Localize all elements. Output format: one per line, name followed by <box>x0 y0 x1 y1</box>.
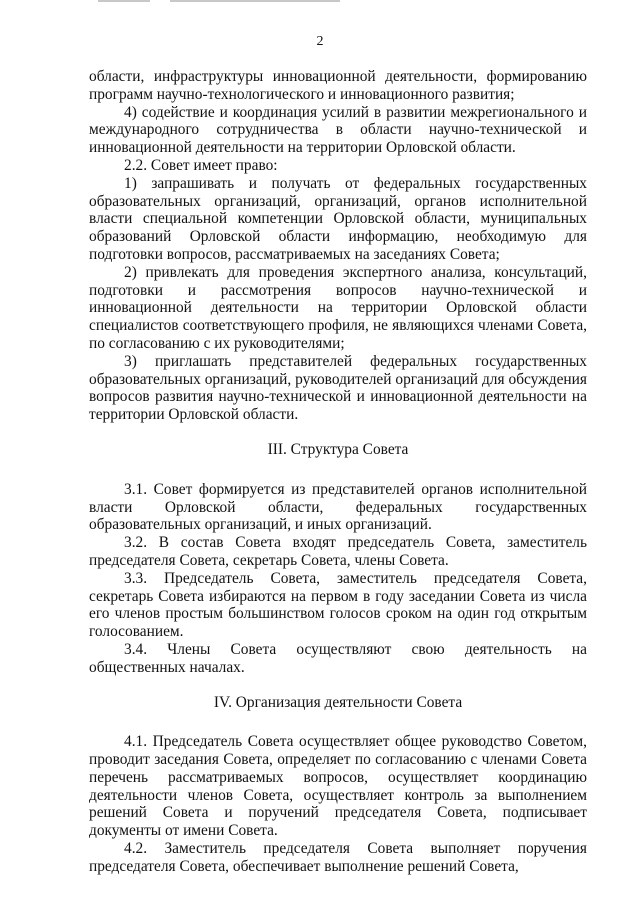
paragraph-right-2: 2) привлекать для проведения экспертного анализа, консультаций, подготовки и рассмотрения вопросов научно-технической и инновационной деятельности на территории Орловской области специалистов соответствующего профиля, не являющихся членами Совета, по согласованию с их руководителями; <box>89 263 587 352</box>
scan-artifact-line <box>170 0 340 2</box>
paragraph-continuation: области, инфраструктуры инновационной деятельности, формированию программ научно-технологического и инновационного развития; <box>89 68 587 103</box>
paragraph-3-3: 3.3. Председатель Совета, заместитель председателя Совета, секретарь Совета избираются на первом в году заседании Совета из числа его членов простым большинством голосов сроком на один год открытым голосованием. <box>89 569 587 641</box>
paragraph-3-2: 3.2. В состав Совета входят председатель Совета, заместитель председателя Совета, секретарь Совета, члены Совета. <box>89 534 587 569</box>
paragraph-right-1: 1) запрашивать и получать от федеральных государственных образовательных организаций, организаций, органов исполнительной власти специальной компетенции Орловской области, муниципальных образований Орловской области информацию, необходимую для подготовки вопросов, рассматриваемых на заседаниях Совета; <box>89 174 587 263</box>
section-heading-organization: IV. Организация деятельности Совета <box>213 693 463 711</box>
paragraph-item-4: 4) содействие и координация усилий в развитии межрегионального и международного сотрудничества в области научно-технической и инновационной деятельности на территории Орловской области. <box>89 103 587 157</box>
paragraph-right-3: 3) приглашать представителей федеральных государственных образовательных организаций, руководителей организаций для обсуждения вопросов развития научно-технической и инновационной деятельности на территории Орловской области. <box>89 352 587 424</box>
paragraph-4-1: 4.1. Председатель Совета осуществляет общее руководство Советом, проводит заседания Совета, определяет по согласованию с членами Совета перечень рассматриваемых вопросов, осуществляет координацию деятельности членов Совета, осуществляет контроль за выполнением решений Совета и поручений председателя Совета, подписывает документы от имени Совета. <box>89 733 587 840</box>
paragraph-4-2: 4.2. Заместитель председателя Совета выполняет поручения председателя Совета, обеспечивает выполнение решений Совета, <box>89 840 587 875</box>
document-body <box>89 68 587 876</box>
paragraph-3-4: 3.4. Члены Совета осуществляют свою деятельность на общественных началах. <box>89 640 587 676</box>
section-heading-structure: III. Структура Совета <box>267 440 409 458</box>
page-number: 2 <box>316 34 324 49</box>
paragraph-3-1: 3.1. Совет формируется из представителей органов исполнительной власти Орловской области, федеральных государственных образовательных организаций, и иных организаций. <box>89 480 587 534</box>
paragraph-2-2: 2.2. Совет имеет право: <box>124 156 278 174</box>
scan-artifact-line <box>98 0 150 2</box>
